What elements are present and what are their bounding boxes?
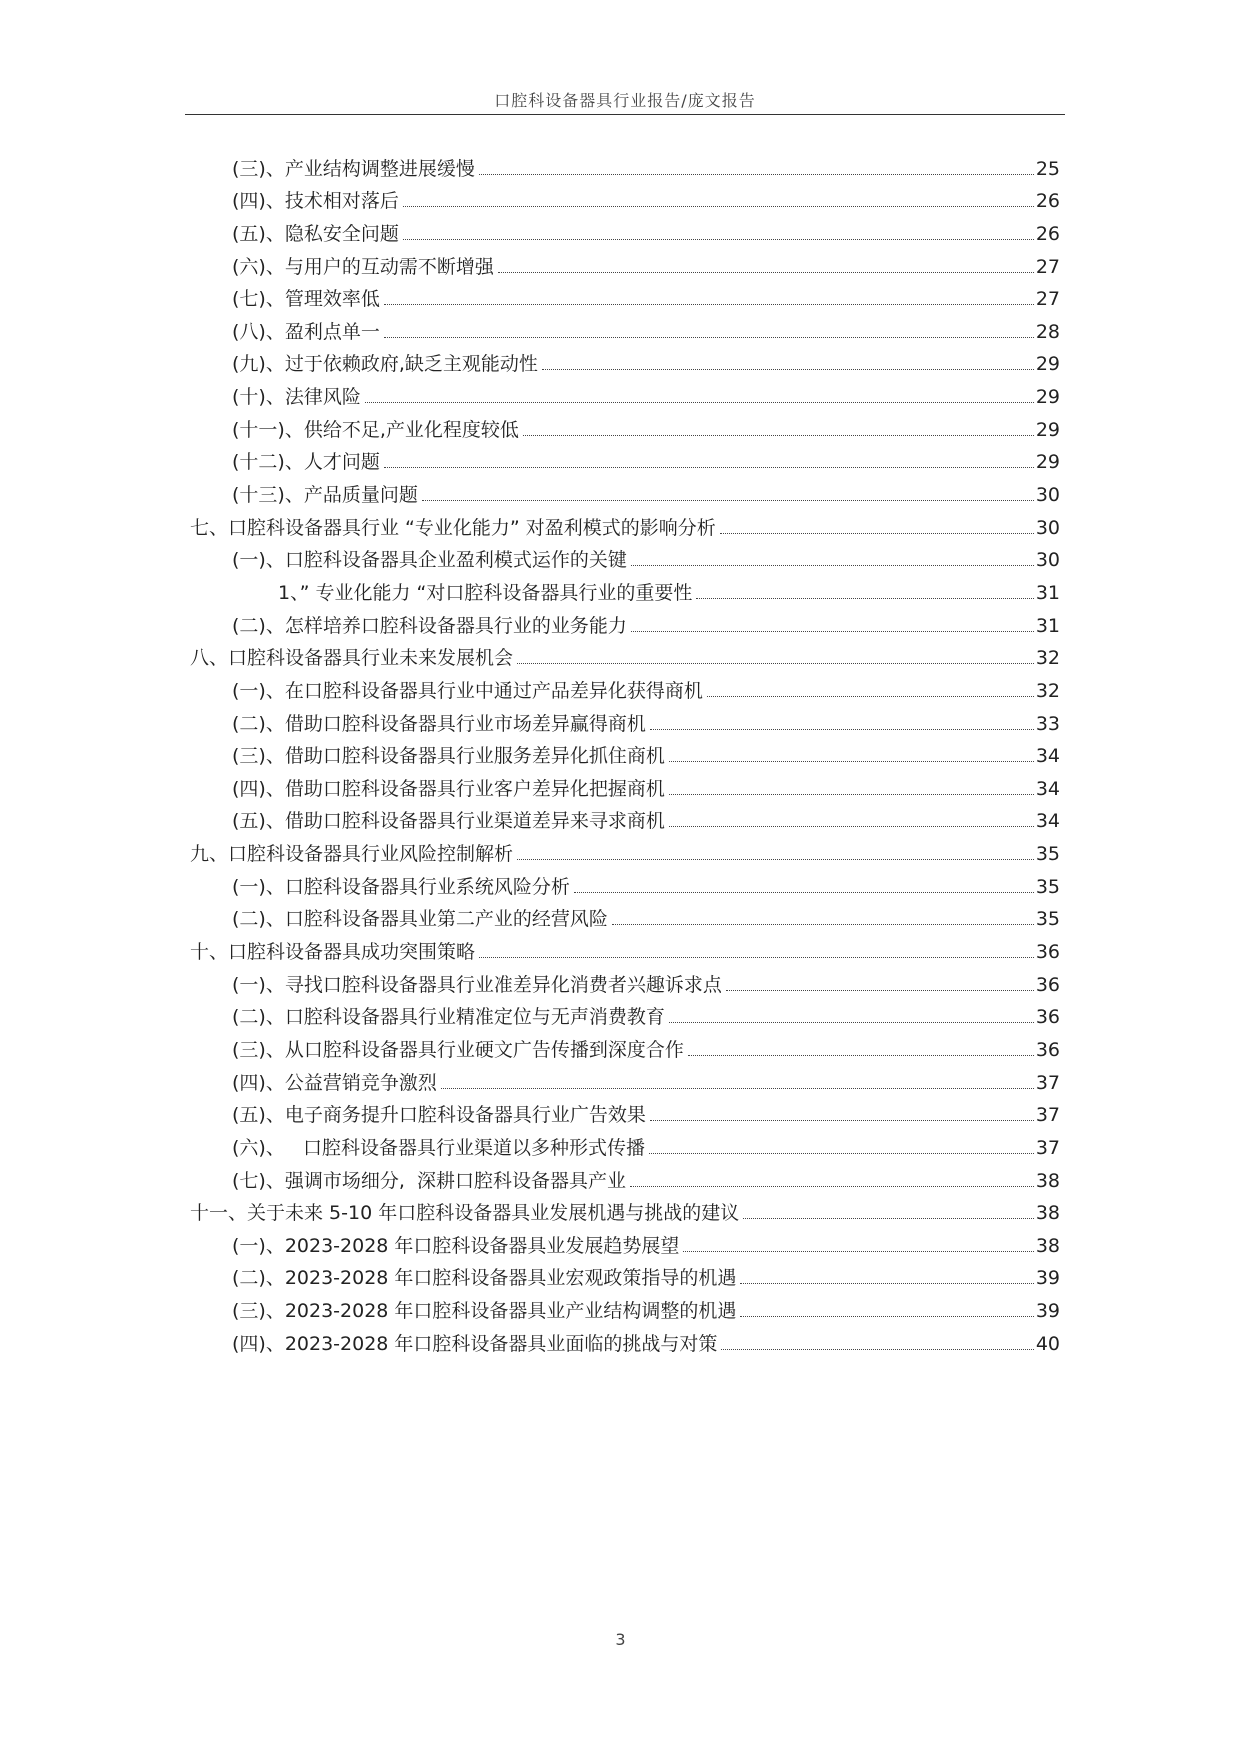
toc-entry-label: (三)、产业结构调整进展缓慢: [232, 157, 475, 180]
toc-entry-page: 25: [1035, 157, 1060, 180]
toc-entry[interactable]: [190, 540, 1060, 573]
toc-dot-leader: [650, 1120, 1034, 1121]
toc-entry-label: (三)、2023-2028 年口腔科设备器具业产业结构调整的机遇: [232, 1300, 737, 1323]
toc-entry-page: 28: [1035, 320, 1060, 343]
toc-entry[interactable]: [190, 572, 1060, 605]
toc-entry[interactable]: [190, 670, 1060, 703]
toc-entry-page: 34: [1035, 745, 1060, 768]
toc-entry[interactable]: [190, 801, 1060, 834]
toc-entry[interactable]: [190, 768, 1060, 801]
toc-entry-label: (二)、口腔科设备器具行业精准定位与无声消费教育: [232, 1006, 665, 1029]
toc-entry-page: 31: [1035, 614, 1060, 637]
toc-entry-label: (四)、技术相对落后: [232, 190, 399, 213]
toc-dot-leader: [650, 729, 1034, 730]
toc-entry-label: 八、口腔科设备器具行业未来发展机会: [190, 647, 514, 670]
toc-entry-label: (二)、怎样培养口腔科设备器具行业的业务能力: [232, 614, 627, 637]
toc-entry-label: (四)、2023-2028 年口腔科设备器具业面临的挑战与对策: [232, 1332, 718, 1355]
toc-dot-leader: [517, 663, 1034, 664]
toc-entry-label: (十)、法律风险: [232, 386, 361, 409]
toc-entry[interactable]: [190, 931, 1060, 964]
toc-entry-label: (七)、强调市场细分, 深耕口腔科设备器具产业: [232, 1169, 626, 1192]
toc-dot-leader: [669, 761, 1034, 762]
toc-dot-leader: [669, 1022, 1034, 1023]
toc-entry-label: (六)、 口腔科设备器具行业渠道以多种形式传播: [232, 1136, 645, 1159]
toc-dot-leader: [384, 337, 1034, 338]
toc-dot-leader: [649, 1153, 1034, 1154]
toc-dot-leader: [683, 1251, 1033, 1252]
toc-entry-page: 29: [1035, 418, 1060, 441]
table-of-contents: [190, 148, 1060, 1356]
toc-entry-page: 36: [1035, 1038, 1060, 1061]
toc-entry-label: (十二)、人才问题: [232, 451, 380, 474]
toc-dot-leader: [479, 174, 1034, 175]
page-number: 3: [615, 1630, 626, 1649]
toc-dot-leader: [720, 533, 1034, 534]
toc-entry-label: 十、口腔科设备器具成功突围策略: [190, 941, 476, 964]
toc-entry[interactable]: [190, 1193, 1060, 1226]
toc-entry-page: 35: [1035, 908, 1060, 931]
toc-entry[interactable]: [190, 442, 1060, 475]
toc-entry[interactable]: [190, 409, 1060, 442]
toc-entry-label: (六)、与用户的互动需不断增强: [232, 255, 494, 278]
toc-entry[interactable]: [190, 833, 1060, 866]
toc-entry-page: 39: [1035, 1267, 1060, 1290]
toc-entry-label: 九、口腔科设备器具行业风险控制解析: [190, 843, 514, 866]
page-header: 口腔科设备器具行业报告/庞文报告: [494, 91, 756, 110]
toc-entry[interactable]: [190, 1258, 1060, 1291]
toc-dot-leader: [630, 1186, 1034, 1187]
toc-entry-page: 36: [1035, 941, 1060, 964]
toc-entry-label: (一)、口腔科设备器具行业系统风险分析: [232, 875, 570, 898]
toc-dot-leader: [688, 1055, 1034, 1056]
toc-entry-page: 36: [1035, 1006, 1060, 1029]
toc-entry-label: (十一)、供给不足,产业化程度较低: [232, 418, 519, 441]
toc-entry-page: 30: [1035, 516, 1060, 539]
toc-dot-leader: [669, 794, 1034, 795]
toc-dot-leader: [574, 892, 1034, 893]
toc-entry-page: 37: [1035, 1136, 1060, 1159]
toc-dot-leader: [740, 1283, 1033, 1284]
toc-entry-label: (八)、盈利点单一: [232, 320, 380, 343]
toc-entry-label: (七)、管理效率低: [232, 288, 380, 311]
toc-entry-page: 34: [1035, 777, 1060, 800]
toc-entry[interactable]: [190, 1160, 1060, 1193]
toc-dot-leader: [365, 402, 1034, 403]
toc-entry-label: (五)、借助口腔科设备器具行业渠道差异来寻求商机: [232, 810, 665, 833]
toc-dot-leader: [441, 1088, 1034, 1089]
toc-entry-page: 36: [1035, 973, 1060, 996]
toc-entry[interactable]: [190, 1127, 1060, 1160]
toc-dot-leader: [403, 206, 1034, 207]
toc-dot-leader: [542, 369, 1034, 370]
toc-entry[interactable]: [190, 344, 1060, 377]
toc-entry-page: 34: [1035, 810, 1060, 833]
toc-entry-label: (二)、2023-2028 年口腔科设备器具业宏观政策指导的机遇: [232, 1267, 737, 1290]
toc-entry-page: 29: [1035, 353, 1060, 376]
toc-dot-leader: [696, 598, 1033, 599]
toc-entry-page: 35: [1035, 875, 1060, 898]
toc-entry[interactable]: [190, 148, 1060, 181]
toc-entry-label: 十一、关于未来 5-10 年口腔科设备器具业发展机遇与挑战的建议: [190, 1202, 740, 1225]
toc-entry-label: (十三)、产品质量问题: [232, 484, 418, 507]
toc-dot-leader: [740, 1316, 1033, 1317]
toc-dot-leader: [384, 304, 1034, 305]
toc-entry-label: 1、” 专业化能力 “对口腔科设备器具行业的重要性: [278, 581, 693, 604]
toc-entry-label: (五)、隐私安全问题: [232, 222, 399, 245]
toc-entry[interactable]: [190, 507, 1060, 540]
toc-entry[interactable]: [190, 1225, 1060, 1258]
toc-entry-page: 37: [1035, 1071, 1060, 1094]
toc-entry-page: 32: [1035, 679, 1060, 702]
toc-entry[interactable]: [190, 736, 1060, 769]
toc-dot-leader: [403, 239, 1034, 240]
toc-entry-page: 35: [1035, 843, 1060, 866]
toc-entry[interactable]: [190, 1290, 1060, 1323]
toc-dot-leader: [743, 1218, 1034, 1219]
toc-dot-leader: [707, 696, 1034, 697]
toc-entry-label: (四)、借助口腔科设备器具行业客户差异化把握商机: [232, 777, 665, 800]
header-rule: [185, 114, 1065, 115]
toc-entry-label: (三)、借助口腔科设备器具行业服务差异化抓住商机: [232, 745, 665, 768]
toc-dot-leader: [669, 826, 1034, 827]
toc-entry-label: (一)、在口腔科设备器具行业中通过产品差异化获得商机: [232, 679, 703, 702]
toc-dot-leader: [384, 467, 1034, 468]
toc-entry-page: 26: [1035, 190, 1060, 213]
toc-entry[interactable]: [190, 1029, 1060, 1062]
toc-entry-label: (三)、从口腔科设备器具行业硬文广告传播到深度合作: [232, 1038, 684, 1061]
toc-entry-page: 40: [1035, 1332, 1060, 1355]
toc-entry-page: 39: [1035, 1300, 1060, 1323]
toc-dot-leader: [523, 435, 1034, 436]
toc-entry-label: (一)、2023-2028 年口腔科设备器具业发展趋势展望: [232, 1234, 680, 1257]
toc-entry-page: 38: [1035, 1234, 1060, 1257]
toc-entry-label: 七、口腔科设备器具行业 “专业化能力” 对盈利模式的影响分析: [190, 516, 716, 539]
toc-entry[interactable]: [190, 181, 1060, 214]
toc-entry[interactable]: [190, 703, 1060, 736]
toc-entry-page: 27: [1035, 255, 1060, 278]
toc-entry-label: (五)、电子商务提升口腔科设备器具行业广告效果: [232, 1104, 646, 1127]
toc-entry-page: 30: [1035, 484, 1060, 507]
toc-dot-leader: [726, 990, 1034, 991]
toc-entry[interactable]: [190, 213, 1060, 246]
toc-entry[interactable]: [190, 899, 1060, 932]
toc-entry[interactable]: [190, 1323, 1060, 1356]
toc-entry-label: (一)、寻找口腔科设备器具行业准差异化消费者兴趣诉求点: [232, 973, 722, 996]
toc-entry-page: 29: [1035, 451, 1060, 474]
toc-entry-label: (二)、口腔科设备器具业第二产业的经营风险: [232, 908, 608, 931]
toc-entry[interactable]: [190, 246, 1060, 279]
toc-dot-leader: [479, 957, 1034, 958]
toc-entry[interactable]: [190, 279, 1060, 312]
toc-entry-label: (九)、过于依赖政府,缺乏主观能动性: [232, 353, 538, 376]
toc-entry[interactable]: [190, 866, 1060, 899]
toc-entry-label: (四)、公益营销竞争激烈: [232, 1071, 437, 1094]
toc-entry[interactable]: [190, 638, 1060, 671]
toc-dot-leader: [422, 500, 1034, 501]
toc-entry-page: 30: [1035, 549, 1060, 572]
toc-entry-page: 38: [1035, 1169, 1060, 1192]
toc-dot-leader: [612, 924, 1034, 925]
toc-entry[interactable]: [190, 1062, 1060, 1095]
toc-entry-page: 38: [1035, 1202, 1060, 1225]
toc-entry-page: 29: [1035, 386, 1060, 409]
toc-entry[interactable]: [190, 474, 1060, 507]
toc-entry-page: 27: [1035, 288, 1060, 311]
toc-entry[interactable]: [190, 1095, 1060, 1128]
toc-entry-label: (二)、借助口腔科设备器具行业市场差异赢得商机: [232, 712, 646, 735]
toc-entry[interactable]: [190, 964, 1060, 997]
toc-entry[interactable]: [190, 605, 1060, 638]
toc-entry[interactable]: [190, 311, 1060, 344]
toc-entry-page: 26: [1035, 222, 1060, 245]
toc-entry-page: 32: [1035, 647, 1060, 670]
toc-entry[interactable]: [190, 376, 1060, 409]
toc-entry-page: 37: [1035, 1104, 1060, 1127]
toc-entry[interactable]: [190, 997, 1060, 1030]
toc-dot-leader: [721, 1349, 1033, 1350]
toc-dot-leader: [631, 565, 1034, 566]
toc-entry-page: 31: [1035, 581, 1060, 604]
toc-dot-leader: [498, 272, 1034, 273]
toc-dot-leader: [517, 859, 1034, 860]
toc-entry-label: (一)、口腔科设备器具企业盈利模式运作的关键: [232, 549, 627, 572]
toc-entry-page: 33: [1035, 712, 1060, 735]
toc-dot-leader: [631, 631, 1034, 632]
